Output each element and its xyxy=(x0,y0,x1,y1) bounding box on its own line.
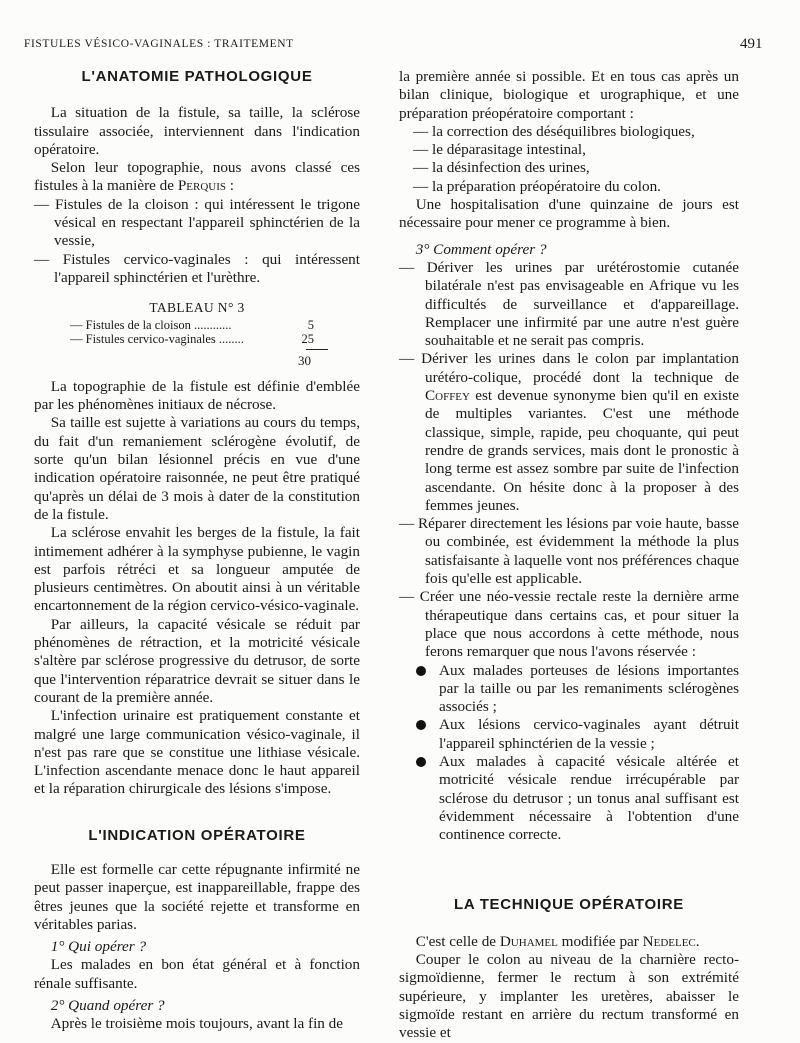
list-item: — la désinfection des urines, xyxy=(413,159,590,177)
paragraph: Sa taille est sujette à variations au cours du temps, du fait d'un remaniement sclérogène évolutif, de sorte qu'un bilan lésionnel précis en vue d'une indication opératoire raisonnée, ne peut être pratiqué qu'après un délai de 3 mois à dater de la constitution de la fistule. xyxy=(34,414,360,523)
bullet-dot-icon xyxy=(416,666,426,676)
list-item: — Fistules cervico-vaginales : qui intéressent l'appareil sphinctérien et l'urèthre. xyxy=(34,250,360,286)
bullet-item: Aux malades à capacité vésicale altérée et motricité vésicale rendue irrécupérable par sclérose du detrusor ; un tonus anal suffisant est évidemment nécessaire à l'obtention d'une continence correcte. xyxy=(399,753,739,844)
paragraph: Couper le colon au niveau de la charnière recto-sigmoïdienne, fermer le rectum à son extrémité supérieure, y implanter les uretères, abaisser le sigmoïde restant en arrière du rectum transformé en vessie et xyxy=(399,951,739,1042)
list-item: — Dériver les urines dans le colon par implantation urétéro-colique, procédé dont la technique de Coffey est devenue synonyme bien qu'il en existe de multiples variantes. C'est une méthode classique, simple, rapide, peu choquante, qui peut rendre de grands services, mais dont le pronostic à long terme est assez sombre par suite de l'infection ascendante. On hésite donc à la proposer à des femmes jeunes. xyxy=(399,350,739,514)
question-heading: 2° Quand opérer ? xyxy=(50,997,165,1015)
bullet-dot-icon xyxy=(416,720,426,730)
page-number: 491 xyxy=(740,36,763,52)
paragraph: Par ailleurs, la capacité vésicale se réduit par phénomènes de rétraction, et la motricité vésicale s'altère par sclérose progressive du detrusor, de sorte que l'intervention réparatrice devrait se situer dans le courant de la première année. xyxy=(34,615,360,706)
table-total-rule xyxy=(306,349,328,350)
author-name: Perquis xyxy=(177,177,226,195)
list-item: — Créer une néo-vessie rectale reste la dernière arme thérapeutique dans certains cas, et pour situer la place que nous accordons à cette méthode, nous ferons remarquer que nous l'avons réservée : xyxy=(399,588,739,661)
list-item: — la préparation préopératoire du colon. xyxy=(413,177,661,195)
paragraph: Elle est formelle car cette répugnante infirmité ne peut passer inaperçue, est inappareillable, frappe des êtres jeunes que la société rejette et transforme en véritables parias. xyxy=(34,860,360,933)
bullet-dot-icon xyxy=(416,757,426,767)
table-row: — Fistules cervico-vaginales ........ 25 xyxy=(70,331,314,346)
list-item: — le déparasitage intestinal, xyxy=(413,141,586,159)
bullet-item: Aux lésions cervico-vaginales ayant détruit l'appareil sphinctérien de la vessie ; xyxy=(399,716,739,753)
heading-indication-operatoire: L'INDICATION OPÉRATOIRE xyxy=(88,826,306,844)
list-item: — Dériver les urines par urétérostomie cutanée bilatérale n'est pas envisageable en Afrique vu les difficultés de surveillance et d'appareillage. Remplacer une infirmité par une autre n'est guère souhaitable et ne serait pas compris. xyxy=(399,258,739,350)
paragraph: Après le troisième mois toujours, avant la fin de xyxy=(50,1015,344,1033)
paragraph-technique: C'est celle de Duhamel modifiée par Nedelec. xyxy=(415,932,700,950)
running-head: FISTULES VÉSICO-VAGINALES : TRAITEMENT xyxy=(24,38,294,50)
paragraph: La topographie de la fistule est définie d'emblée par les phénomènes initiaux de nécrose. xyxy=(34,377,360,414)
bullet-item: Aux malades porteuses de lésions importantes par la taille ou par les remaniments sclérogènes associés ; xyxy=(399,662,739,717)
question-heading: 3° Comment opérer ? xyxy=(415,240,547,258)
list-item: — Réparer directement les lésions par voie haute, basse ou combinée, est évidemment la méthode la plus satisfaisante à laquelle vont nos préférences chaque fois qu'elle est applicable. xyxy=(399,515,739,588)
left-column xyxy=(34,68,360,1034)
author-name: Duhamel xyxy=(499,932,558,950)
right-column xyxy=(399,68,739,1043)
table-total: 30 xyxy=(298,352,311,368)
list-item: — la correction des déséquilibres biologiques, xyxy=(413,122,695,140)
paragraph: La sclérose envahit les berges de la fistule, la fait intimement adhérer à la symphyse pubienne, le vagin est parfois rétréci et sa longueur amputée de plusieurs centimètres. On aboutit ainsi à un véritable encartonnement de la région cervico-vésico-vaginale. xyxy=(34,524,360,615)
author-name: Nedelec xyxy=(642,932,696,950)
table-row: — Fistules de la cloison ............ 5 xyxy=(70,317,314,332)
list-item: — Fistules de la cloison : qui intéressent le trigone vésical en respectant l'appareil sphinctérien de la vessie, xyxy=(34,195,360,250)
heading-technique-operatoire: LA TECHNIQUE OPÉRATOIRE xyxy=(453,896,684,914)
author-name: Coffey xyxy=(425,387,470,405)
paragraph: Une hospitalisation d'une quinzaine de jours est nécessaire pour mener ce programme à bien. xyxy=(399,196,739,232)
paragraph: Les malades en bon état général et à fonction rénale suffisante. xyxy=(34,956,360,992)
paragraph: la première année si possible. Et en tous cas après un bilan clinique, biologique et urographique, et une préparation préopératoire comportant : xyxy=(399,68,739,122)
heading-anatomie-pathologique: L'ANATOMIE PATHOLOGIQUE xyxy=(81,68,313,85)
table-title: TABLEAU N° 3 xyxy=(149,300,245,316)
question-heading: 1° Qui opérer ? xyxy=(50,938,147,956)
paragraph-classification: Selon leur topographie, nous avons classé ces fistules à la manière de Perquis : xyxy=(34,159,360,195)
paragraph: L'infection urinaire est pratiquement constante et malgré une large communication vésico-vaginale, il n'est pas rare que se constitue une lithiase vésicale. L'infection ascendante menace donc le haut appareil et la réparation chirurgicale des lésions s'impose. xyxy=(34,707,360,798)
paragraph: La situation de la fistule, sa taille, la sclérose tissulaire associée, interviennent dans l'indication opératoire. xyxy=(34,104,360,158)
